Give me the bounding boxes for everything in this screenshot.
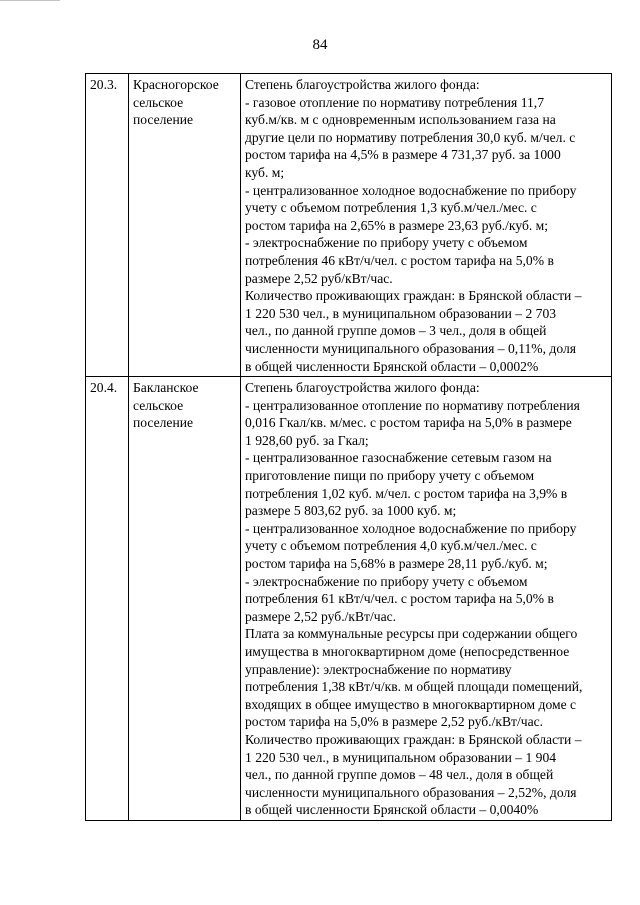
desc-line: ростом тарифа на 4,5% в размере 4 731,37 руб. за 1000 xyxy=(245,147,561,163)
desc-line: 1 220 530 чел., в муниципальном образовании – 2 703 xyxy=(245,305,557,321)
settlement-name xyxy=(129,377,241,821)
desc-line: - газовое отопление по нормативу потребления 11,7 xyxy=(245,94,544,110)
row-number: 20.3. xyxy=(86,74,129,377)
desc-line: - централизованное газоснабжение сетевым газом на xyxy=(245,450,552,466)
desc-line: 1 928,60 руб. за Гкал; xyxy=(245,432,369,448)
desc-line: численности муниципального образования – 2,52%, доля xyxy=(245,784,577,800)
name-line: поселение xyxy=(133,415,194,431)
desc-line: ростом тарифа на 5,68% в размере 28,11 руб./куб. м; xyxy=(245,556,548,572)
desc-line: 1 220 530 чел., в муниципальном образовании – 1 904 xyxy=(245,749,557,765)
desc-line: размере 2,52 руб/кВт/час. xyxy=(245,270,393,286)
settlement-description xyxy=(241,377,612,821)
desc-line: учету с объемом потребления 4,0 куб.м/чел./мес. с xyxy=(245,538,537,554)
settlement-name xyxy=(129,74,241,377)
desc-line: ростом тарифа на 5,0% в размере 2,52 руб./кВт/час. xyxy=(245,714,544,730)
desc-line: - электроснабжение по прибору учету с объемом xyxy=(245,573,528,589)
desc-line: - централизованное холодное водоснабжение по прибору xyxy=(245,520,577,536)
desc-line: Плата за коммунальные ресурсы при содержании общего xyxy=(245,626,578,642)
name-line: поселение xyxy=(133,112,194,128)
desc-line: ростом тарифа на 2,65% в размере 23,63 руб./куб. м; xyxy=(245,217,549,233)
desc-line: чел., по данной группе домов – 48 чел., доля в общей xyxy=(245,767,554,783)
desc-line: приготовление пищи по прибору учету с объемом xyxy=(245,468,535,484)
data-table xyxy=(85,73,612,821)
desc-line: - централизованное холодное водоснабжение по прибору xyxy=(245,182,577,198)
name-line: сельское xyxy=(133,94,184,110)
page-number: 84 xyxy=(312,37,328,53)
desc-line: потребления 46 кВт/ч/чел. с ростом тарифа на 5,0% в xyxy=(245,252,554,268)
desc-line: имущества в многоквартирном доме (непосредственное xyxy=(245,644,570,659)
table-row xyxy=(86,377,612,821)
scan-mark xyxy=(0,0,60,7)
desc-line: размере 5 803,62 руб. за 1000 куб. м; xyxy=(245,503,457,519)
desc-line: - электроснабжение по прибору учету с объемом xyxy=(245,235,528,251)
name-line: Бакланское xyxy=(133,380,199,396)
desc-line: Количество проживающих граждан: в Брянской области – xyxy=(245,731,582,747)
desc-line: Степень благоустройства жилого фонда: xyxy=(245,77,480,92)
desc-line: в общей численности Брянской области – 0,0002% xyxy=(245,358,539,374)
desc-line: в общей численности Брянской области – 0,0040% xyxy=(245,802,539,818)
desc-line: численности муниципального образования – 0,11%, доля xyxy=(245,340,576,356)
name-line: сельское xyxy=(133,397,184,413)
desc-line: чел., по данной группе домов – 3 чел., доля в общей xyxy=(245,323,547,339)
desc-line: потребления 1,02 куб. м/чел. с ростом тарифа на 3,9% в xyxy=(245,485,568,501)
table-row xyxy=(86,74,612,377)
row-number: 20.4. xyxy=(86,377,129,821)
desc-line: - централизованное отопление по нормативу потребления xyxy=(245,397,580,413)
desc-line: другие цели по нормативу потребления 30,0 куб. м/чел. с xyxy=(245,129,576,145)
desc-line: потребления 1,38 кВт/ч/кв. м общей площади помещений, xyxy=(245,679,583,695)
desc-line: куб.м/кв. м с одновременным использованием газа на xyxy=(245,112,556,128)
desc-line: Количество проживающих граждан: в Брянской области – xyxy=(245,288,582,304)
desc-line: управление): электроснабжение по нормативу xyxy=(245,661,512,677)
desc-line: входящих в общее имущество в многоквартирном доме с xyxy=(245,696,577,712)
desc-line: потребления 61 кВт/ч/чел. с ростом тарифа на 5,0% в xyxy=(245,591,554,607)
desc-line: куб. м; xyxy=(245,164,285,180)
desc-line: Степень благоустройства жилого фонда: xyxy=(245,380,480,396)
desc-line: учету с объемом потребления 1,3 куб.м/чел./мес. с xyxy=(245,200,537,216)
desc-line: размере 2,52 руб./кВт/час. xyxy=(245,608,397,624)
settlement-description xyxy=(241,74,612,377)
desc-line: 0,016 Гкал/кв. м/мес. с ростом тарифа на 5,0% в размере xyxy=(245,415,572,431)
name-line: Красногорское xyxy=(133,77,219,92)
